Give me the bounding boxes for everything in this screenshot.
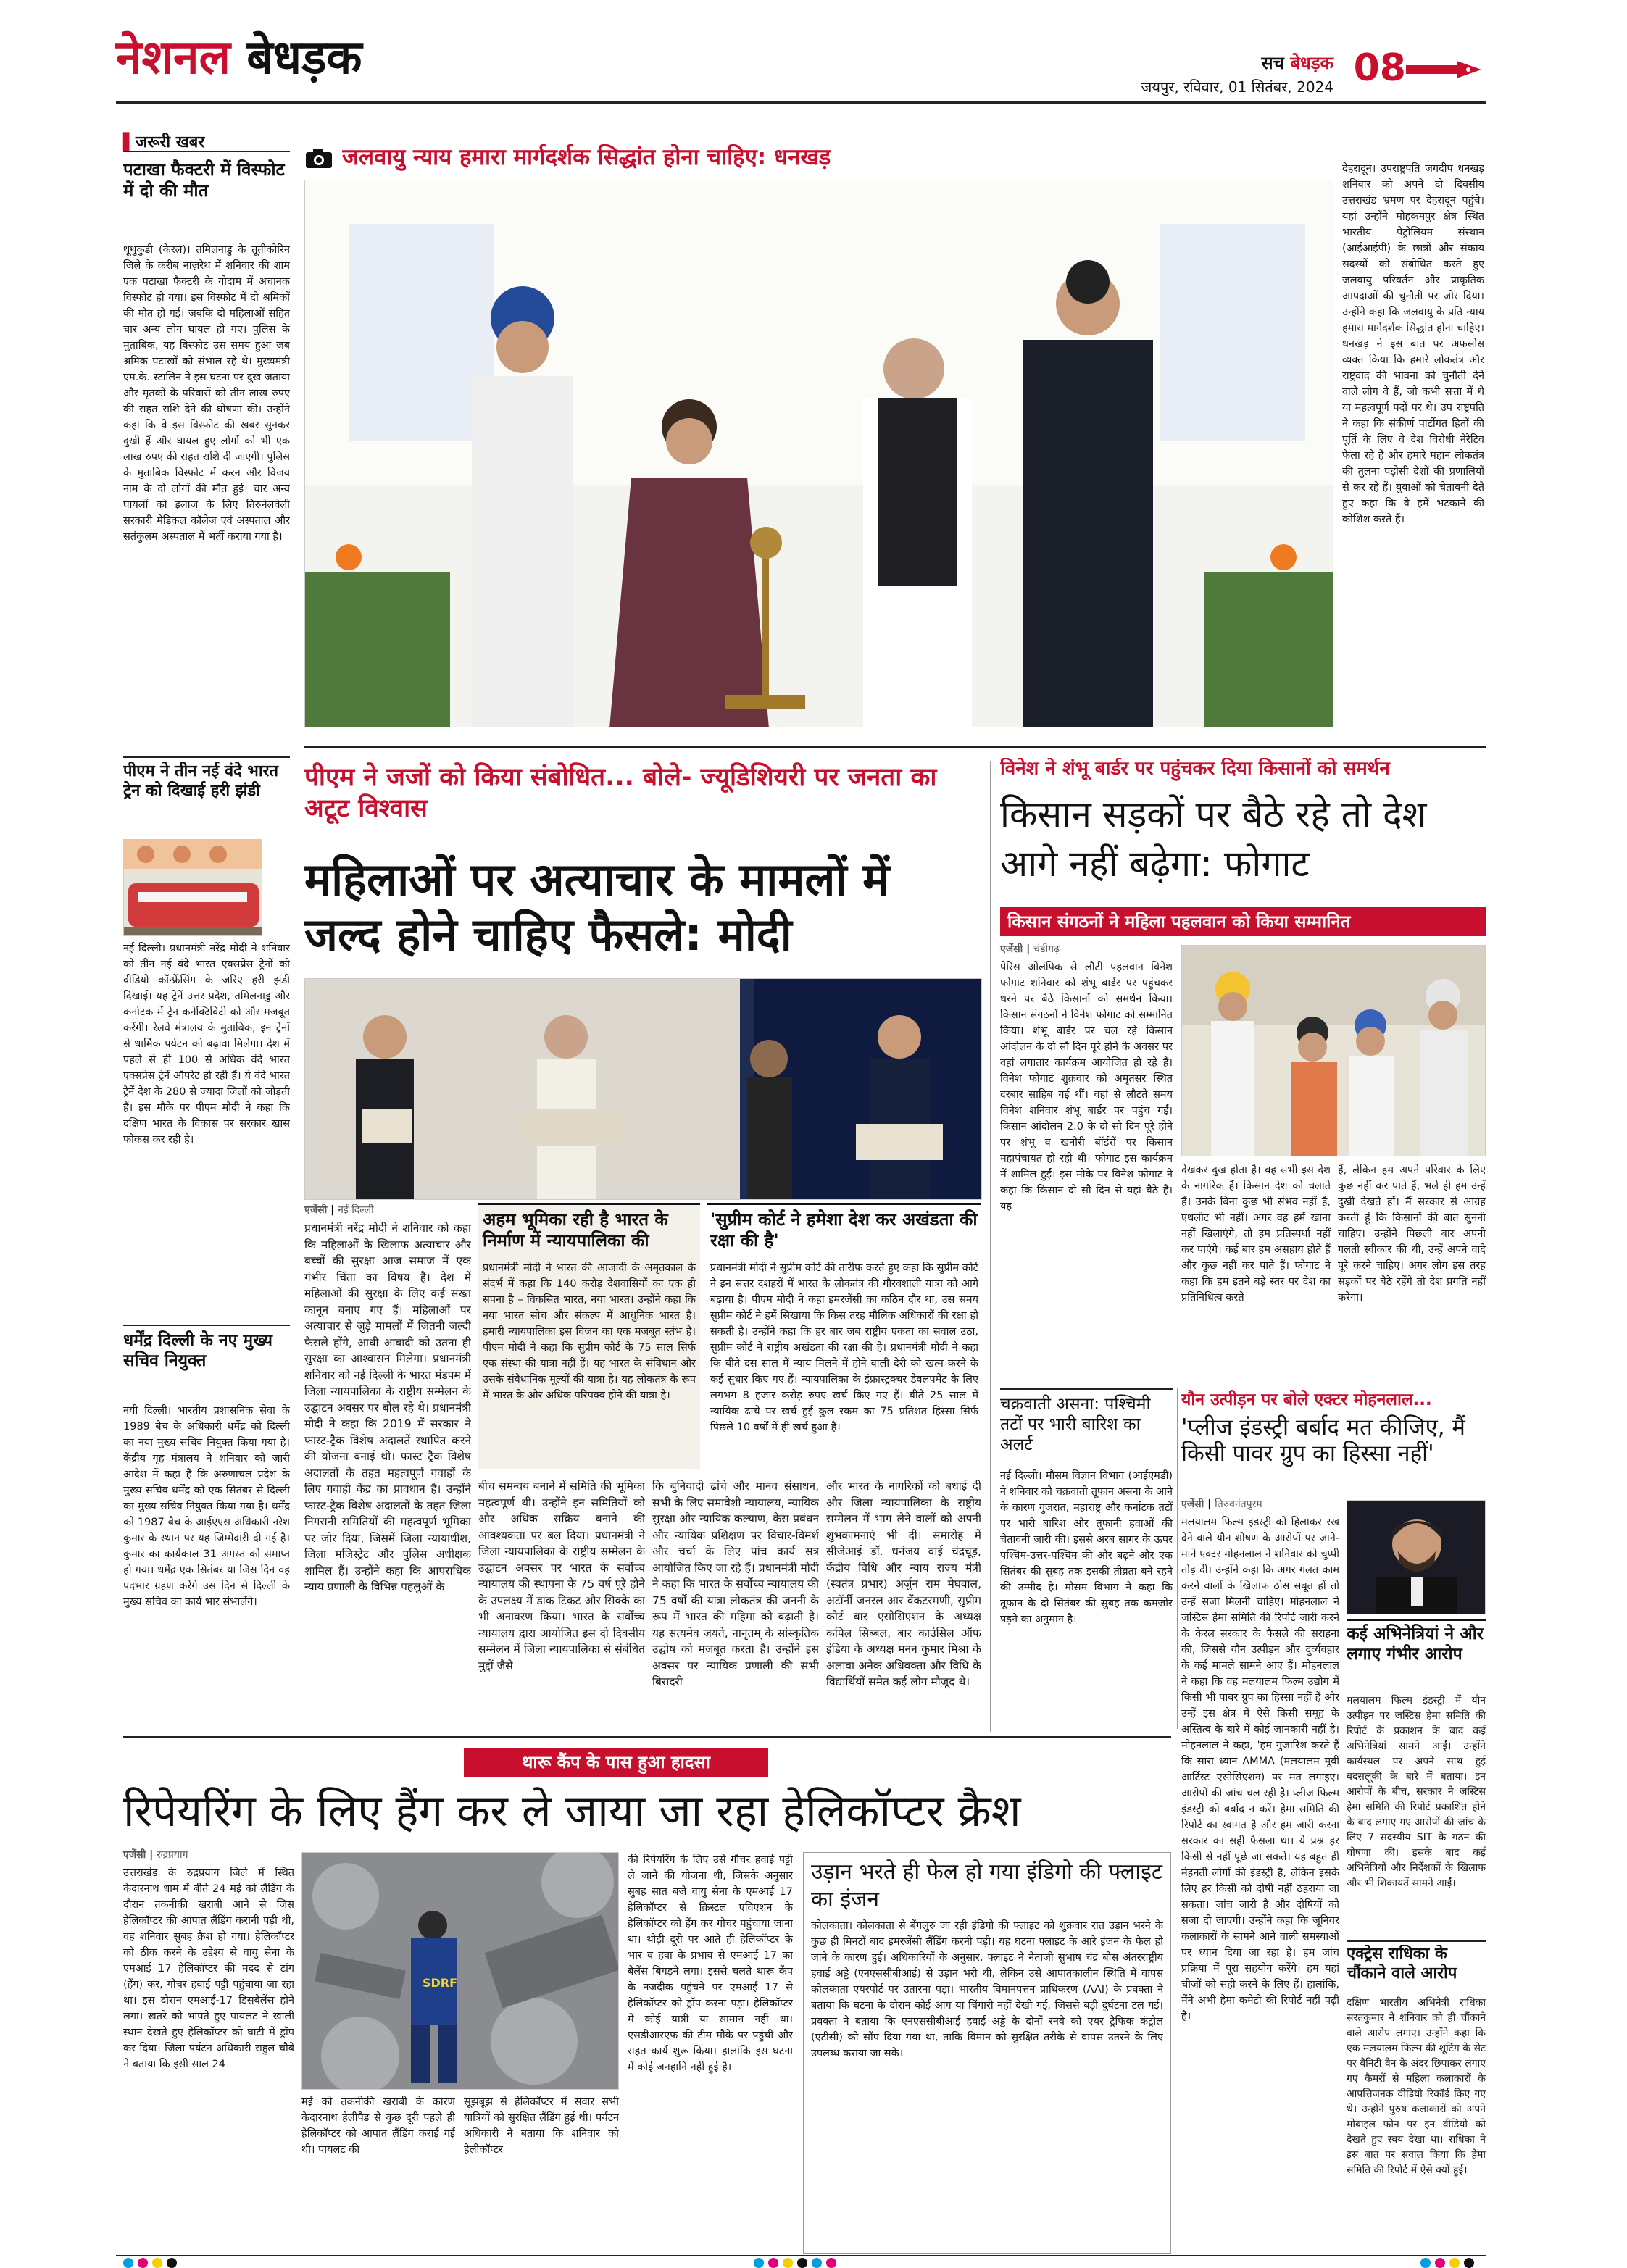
mohanlal-kicker: यौन उत्पीड़न पर बोले एक्टर मोहनलाल... xyxy=(1181,1391,1432,1409)
sidebar-2-headline: पीएम ने तीन नई वंदे भारत ट्रेन को दिखाई हरी झंडी xyxy=(123,762,279,800)
farmers-body-3: हैं, लेकिन हम अपने परिवार के लिए कुछ नहीं कर पाते हैं, भले ही हम उन्हें दुखी देखते हों। मैं सरकार से आग्रह करती हूं कि किसानों की बात सुननी चाहिए। उन्होंने पिछली बार अपनी गलती स्वीकार की थी, उन्हें अपने वादे पूरे करने चाहिए। अगर लोग इस तरह सड़कों पर बैठे रहेंगे तो देश प्रगति नहीं करेगा। xyxy=(1338,1164,1486,1304)
header-rule xyxy=(116,101,1486,104)
farmers-body-1: पेरिस ओलंपिक से लौटी पहलवान विनेश फोगाट शनिवार को शंभू बार्डर पर पहुंचकर धरने पर बैठे किसानों को समर्थन किया। किसान संगठनों ने विनेश फोगाट को सम्मानित किया। शंभू बार्डर पर चल रहे किसान आंदोलन के दो सौ दिन पूरे होने के अवसर पर वहां लगातार कार्यक्रम आयोजित हो रहे हैं। विनेश फोगाट शुक्रवार को अमृतसर स्थित दरबार साहिब गई थीं। वहां से लौटते समय विनेश शनिवार शंभू बार्डर पर पहुंच गईं। किसान आंदोलन 2.0 के दो सौ दिन पूरे होने पर शंभू व खनौरी बॉर्डरों पर किसान महापंचायत हो रही थी। फोगाट इस कार्यक्रम में शामिल हुईं। इस मौके पर विनेश फोगाट ने कहा कि किसान दो सौ दिन से यहां बैठे हैं। यह xyxy=(1000,962,1173,1212)
farmers-headline: किसान सड़कों पर बैठे रहे तो देश आगे नहीं बढ़ेगा: फोगाट xyxy=(1000,793,1427,885)
sidebar-3-headline: धर्मेंद्र दिल्ली के नए मुख्य सचिव नियुक्त xyxy=(123,1331,272,1371)
lead-photo xyxy=(304,180,1333,727)
sidebar-1-headline: पटाखा फैक्टरी में विस्फोट में दो की मौत xyxy=(123,159,285,201)
indigo-box xyxy=(803,1852,1171,2254)
heli-photo xyxy=(301,1852,619,2090)
modi-box-1-headline: अहम भूमिका रही है भारत के निर्माण में न्यायपालिका की xyxy=(483,1209,668,1251)
farmers-agency: एजेंसी | चंडीगढ़ xyxy=(1000,943,1060,955)
pen-nib-icon xyxy=(1406,55,1486,84)
modi-column-rule xyxy=(990,761,991,1732)
page-number: 08 xyxy=(1353,46,1406,90)
mohanlal-agency: एजेंसी | तिरुवनंतपुरम xyxy=(1181,1498,1262,1510)
indigo-body: कोलकाता। कोलकाता से बेंगलुरु जा रही इंडिगो की फ्लाइट को शुक्रवार रात उड़ान भरने के कुछ ही मिनटों बाद इमरजेंसी लैंडिंग करनी पड़ी। यह घटना फ्लाइट के आरे इंजन के फेल हो जाने के कारण हुई। अधिकारियों के अनुसार, फ्लाइट ने नेताजी सुभाष चंद्र बोस अंतरराष्ट्रीय हवाई अड्डे (एनएससीबीआई) से उड़ान भरी थी, लेकिन उसे आपातकालीन स्थिति में वापस कोलकाता एयरपोर्ट पर उतारना पड़ा। भारतीय विमानपत्तन प्राधिकरण (AAI) के प्रवक्ता ने बताया कि घटना के दौरान कोई आग या चिंगारी नहीं देखी गई, जिससे बड़ी दुर्घटना टल गई। प्रवक्ता ने बताया कि एनएससीबीआई हवाई अड्डे के दोनों रनवे को एयर ट्रैफिक कंट्रोल (एटीसी) को सौंप दिया गया था, ताकि विमान को सुरक्षित तरीके से वापस उतरने के लिए उपलब्ध कराया जा सके। xyxy=(811,1920,1163,2059)
registration-mark-icon-right xyxy=(1420,2258,1474,2268)
heli-agency: एजेंसी | रुद्रप्रयाग xyxy=(123,1849,188,1861)
brand-small-1: सच xyxy=(1261,53,1284,73)
modi-headline: महिलाओं पर अत्याचार के मामलों में जल्द होने चाहिए फैसले: मोदी xyxy=(304,853,890,961)
modi-kicker: पीएम ने जजों को किया संबोधित... बोले- ज्यूडिशियरी पर जनता का अटूट विश्वास xyxy=(304,763,937,823)
modi-agency: एजेंसी | नई दिल्ली xyxy=(304,1204,374,1216)
modi-body-2: बीच समन्वय बनाने में समिति की भूमिका महत्वपूर्ण थी। उन्होंने इन समितियों को और अधिक सक्रिय बनाने की आवश्यकता पर बल दिया। प्रधानमंत्री ने जिला न्यायपालिका के राष्ट्रीय सम्मेलन के उद्घाटन अवसर पर भारत के सर्वोच्च न्यायालय की स्थापना के 75 वर्ष पूरे होने के उपलक्ष्य में डाक टिकट और सिक्के का भी अनावरण किया। भारत के सर्वोच्च न्यायालय द्वारा आयोजित इस दो दिवसीय सम्मेलन में जिला न्यायपालिका से संबंधित मुद्दों जैसे xyxy=(478,1480,645,1672)
vande-bharat-photo xyxy=(123,839,262,936)
mohanlal-box-body: मलयालम फिल्म इंडस्ट्री में यौन उत्पीड़न पर जस्टिस हेमा समिति की रिपोर्ट के प्रकाशन के बाद कई अभिनेत्रियां सामने आईं। उन्होंने कार्यस्थल पर अपने साथ हुई बदसलूकी के बारे में बताया। इन आरोपों के बीच, सरकार ने जस्टिस हेमा समिति की रिपोर्ट प्रकाशित होने के बाद लगाए गए आरोपों की जांच के लिए 7 सदस्यीय SIT के गठन की घोषणा की। इसके बाद कई अभिनेत्रियों और निर्देशकों के खिलाफ और भी शिकायतें सामने आईं। xyxy=(1347,1695,1486,1889)
modi-body-3: कि बुनियादी ढांचे और मानव संसाधन, सभी के लिए समावेशी न्यायालय, न्यायिक सुरक्षा और न्यायिक कल्याण, केस प्रबंधन और न्यायिक प्रशिक्षण पर विचार-विमर्श और चर्चा के लिए पांच कार्य सत्र आयोजित किए जा रहे हैं। प्रधानमंत्री मोदी ने कहा कि भारत के सर्वोच्च न्यायालय की 75 वर्षों की यात्रा लोकतंत्र की जननी के रूप में भारत की महिमा को बढ़ाती है। यह सत्यमेव जयते, नानृतम् के सांस्कृतिक उद्घोष को मजबूत करता है। उन्होंने इस अवसर पर न्यायिक प्रणाली की सभी बिरादरी xyxy=(652,1480,819,1688)
heli-body-2: मई को तकनीकी खराबी के कारण केदारनाथ हेलीपैड से कुछ दूरी पहले ही हेलिकॉप्टर को आपात लैंडिंग कराई गई थी। पायलट की xyxy=(301,2096,455,2156)
sidebar-divider-2 xyxy=(123,1325,290,1326)
radhika-top-rule xyxy=(1347,1940,1486,1942)
modi-box-2-headline: 'सुप्रीम कोर्ट ने हमेशा देश कर अखंडता की रक्षा की है' xyxy=(710,1209,978,1251)
sidebar-3-body: नयी दिल्ली। भारतीय प्रशासनिक सेवा के 1989 बैच के अधिकारी धर्मेंद्र को दिल्ली का नया मुख्य सचिव नियुक्त किया गया है। केंद्रीय गृह मंत्रालय ने शनिवार को जारी आदेश में कहा है कि अरुणाचल प्रदेश के मुख्य सचिव धर्मेंद्र को एक सितंबर से दिल्ली का मुख्य सचिव नियुक्त किया गया है। धर्मेंद्र को 1987 बैच के आईएएस अधिकारी नरेश कुमार के स्थान पर यह जिम्मेदारी दी गई है। कुमार का कार्यकाल 31 अगस्त को समाप्त हो गया। धर्मेंद्र एक सितंबर या जिस दिन वह पदभार ग्रहण करेंगे उस दिन से दिल्ली के मुख्य सचिव का कार्य भार संभालेंगे। xyxy=(123,1405,290,1608)
mohanlal-headline: 'प्लीज इंडस्ट्री बर्बाद मत कीजिए, मैं किसी पावर ग्रुप का हिस्सा नहीं' xyxy=(1181,1414,1465,1467)
sidebar-2-body: नई दिल्ली। प्रधानमंत्री नरेंद्र मोदी ने शनिवार को तीन नई वंदे भारत एक्सप्रेस ट्रेनों को वीडियो कॉन्फ्रेंसिंग के जरिए हरी झंडी दिखाई। यह ट्रेनें उत्तर प्रदेश, तमिलनाडु और कर्नाटक में ट्रेन कनेक्टिविटी को और मजबूत करेंगी। रेलवे मंत्रालय के मुताबिक, इन ट्रेनों से धार्मिक पर्यटन को बढ़ावा मिलेगा। देश में पहले से ही 100 से अधिक वंदे भारत एक्सप्रेस ट्रेनें ऑपरेट हो रही हैं। ये वंदे भारत ट्रेनें देश के 280 से ज्यादा जिलों को जोड़ती हैं। इस मौके पर पीएम मोदी ने कहा कि दक्षिण भारत के विकास पर सरकार खास फोकस कर रही है। xyxy=(123,943,290,1146)
weather-column-rule xyxy=(1177,1388,1178,1729)
mohanlal-body: मलयालम फिल्म इंडस्ट्री को हिलाकर रख देने वाले यौन शोषण के आरोपों पर जाने-माने एक्टर मोहनलाल ने शनिवार को चुप्पी तोड़ दी। उन्होंने कहा कि अगर गलत काम करने वालों के खिलाफ ठोस सबूत हों तो उन्हें सजा मिलनी चाहिए। मोहनलाल ने जस्टिस हेमा समिति की रिपोर्ट जारी करने के केरल सरकार के फैसले की सराहना की, जिससे यौन उत्पीड़न और दुर्व्यवहार के कई मामले सामने आए हैं। मोहनलाल ने कहा कि वह मलयालम फिल्म उद्योग में किसी भी पावर ग्रुप का हिस्सा नहीं हैं और उन्हें इस क्षेत्र में ऐसे किसी समूह के अस्तित्व के बारे में कोई जानकारी नहीं है। मोहनलाल ने कहा, 'हम गुजारिश करते हैं कि सारा ध्यान AMMA (मलयालम मूवी आर्टिस्ट एसोसिएशन) पर मत लगाइए। आरोपों की जांच चल रही है। प्लीज फिल्म इंडस्ट्री को बर्बाद न करें। हेमा समिति की रिपोर्ट का स्वागत है और हम जारी करना सरकार का सही फैसला था। ये प्रश्न हर किसी से नहीं पूछे जा सकते। यह बहुत ही मेहनती लोगों की इंडस्ट्री है, लेकिन इसके लिए हर किसी को दोषी नहीं ठहराया जा सकता। जांच जारी है और दोषियों को सजा दी जाएगी। उन्होंने कहा कि जूनियर कलाकारों के सामने आने वाली समस्याओं पर ध्यान दिया जा रहा है। हम जांच प्रक्रिया में पूरा सहयोग करेंगे। हम यहां चीजों को सही करने के लिए हैं। हालांकि, मैंने अभी हेमा कमेटी की रिपोर्ट नहीं पढ़ी है। xyxy=(1181,1517,1339,2022)
dateline: जयपुर, रविवार, 01 सितंबर, 2024 xyxy=(1141,78,1333,96)
heli-top-rule xyxy=(123,1736,1171,1738)
weather-top-rule xyxy=(1000,1388,1173,1390)
farmers-photo xyxy=(1181,945,1486,1156)
sidebar-divider-1 xyxy=(123,756,290,758)
footer-rule xyxy=(116,2255,1486,2256)
weather-body: नई दिल्ली। मौसम विज्ञान विभाग (आईएमडी) ने शनिवार को चक्रवाती तूफान असना के आने के कारण गुजरात, महाराष्ट्र और कर्नाटक तटों पर भारी बारिश और तूफानी हवाओं की चेतावनी जारी की। इससे अरब सागर के ऊपर पश्चिम-उत्तर-पश्चिम की ओर बढ़ने और एक सितंबर की सुबह तक इसकी तीव्रता बने रहने की उम्मीद है। मौसम विभाग ने कहा कि तूफान के दो सितंबर की सुबह तक कमजोर पड़ने का अनुमान है। xyxy=(1000,1470,1173,1625)
modi-photo xyxy=(304,978,982,1200)
farmers-body-2: देखकर दुख होता है। वह सभी इस देश के नागरिक हैं। किसान देश को चलाते हैं। उनके बिना कुछ भी संभव नहीं है, एथलीट भी नहीं। अगर वह हमें खाना नहीं खिलाएंगे, तो हम प्रतिस्पर्धा नहीं कर पाएंगे। कई बार हम असहाय होते हैं और कुछ नहीं कर पाते हैं। फोगाट ने कहा कि हम इतने बड़े स्तर पर देश का प्रतिनिधित्व करते xyxy=(1181,1164,1331,1304)
mohanlal-photo xyxy=(1347,1500,1486,1614)
sidebar-1-body: थूथुकुडी (केरल)। तमिलनाडु के तूतीकोरिन जिले के करीब नाज़रेथ में शनिवार की शाम एक पटाखा फैक्टरी के गोदाम में अचानक विस्फोट हो गया। इस विस्फोट में दो श्रमिकों की मौत हो गई। जबकि दो महिलाओं सहित चार अन्य लोग घायल हो गए। पुलिस के मुताबिक, यह विस्फोट उस समय हुआ जब श्रमिक पटाखों को संभाल रहे थे। मुख्यमंत्री एम.के. स्टालिन ने इस घटना पर दुख जताया और मृतकों के परिवारों को तीन लाख रुपए की राहत राशि देने की घोषणा की। उन्होंने कहा कि वे इस विस्फोट की खबर सुनकर दुखी हैं और घायल हुए लोगों को भी एक लाख रुपए की राहत राशि दी जाएगी। पुलिस के मुताबिक विस्फोट में करन और विजय नाम के दो लोगों की मौत हुई। चार अन्य घायलों को इलाज के लिए तिरुनेलवेली सरकारी मेडिकल कॉलेज एवं अस्पताल और सतंकुलम अस्पताल में भर्ती कराया गया है। xyxy=(123,244,290,543)
registration-mark-icon xyxy=(123,2258,177,2268)
heli-kicker: थारू कैंप के पास हुआ हादसा xyxy=(464,1748,768,1777)
indigo-headline: उड़ान भरते ही फेल हो गया इंडिगो की फ्लाइट का इंजन xyxy=(811,1859,1163,1912)
modi-box-1 xyxy=(478,1203,700,1469)
modi-box-2-body: प्रधानमंत्री मोदी ने सुप्रीम कोर्ट की तारीफ करते हुए कहा कि सुप्रीम कोर्ट ने इन सत्तर दशहरों में भारत के लोकतंत्र की गौरवशाली यात्रा को आगे बढ़ाया है। पीएम मोदी ने कहा इमरजेंसी का कठिन दौर था, उस समय सुप्रीम कोर्ट ने हमें सिखाया कि किस तरह मौलिक अधिकारों की रक्षा हो सकती है। उन्होंने कहा कि हर बार जब राष्ट्रीय एकता का सवाल उठा, सुप्रीम कोर्ट ने राष्ट्रीय अखंडता की रक्षा की है। प्रधानमंत्री मोदी ने कहा कि बीते दस साल में न्याय मिलने में होने वाली देरी को खत्म करने के कई सुधार किए गए हैं। न्यायपालिका के इंफ्रास्ट्रक्चर डेवलपमेंट के लिए लगभग 8 हजार करोड़ रुपए खर्च किए गए हैं। बीते 25 साल में न्यायिक ढांचे पर खर्च हुई कुल रकम का 75 प्रतिशत हिस्सा सिर्फ पिछले 10 वर्षों में ही खर्च हुआ है। xyxy=(710,1262,978,1433)
modi-body-4: और भारत के नागरिकों को बधाई दी और जिला न्यायपालिका के राष्ट्रीय सम्मेलन में भाग लेने वालों को अपनी शुभकामनाएं भी दीं। समारोह में सीजेआई डॉ. धनंजय वाई चंद्रचूड़, केंद्रीय विधि और न्याय राज्य मंत्री (स्वतंत्र प्रभार) अर्जुन राम मेघवाल, अटॉर्नी जनरल आर वेंकटरमणी, सुप्रीम कोर्ट बार एसोसिएशन के अध्यक्ष कपिल सिब्बल, बार काउंसिल ऑफ इंडिया के अध्यक्ष मनन कुमार मिश्रा के अलावा अनेक अधिवक्ता और विधि के विद्यार्थियों समेत कई लोग मौजूद थे। xyxy=(826,1480,981,1688)
masthead-logo xyxy=(116,29,362,87)
lead-headline-box xyxy=(304,138,1333,178)
heli-headline: रिपेयरिंग के लिए हैंग कर ले जाया जा रहा हेलिकॉप्टर क्रैश xyxy=(123,1786,1021,1837)
heli-photo-label: SDRF xyxy=(423,1976,458,1990)
sidebar-label: ▌जरूरी खबर xyxy=(123,130,290,152)
heli-body-3: सूझबूझ से हेलिकॉप्टर में सवार सभी यात्रियों को सुरक्षित लैंडिंग हुई थी। पर्यटन अधिकारी ने बताया कि शनिवार को हेलीकॉप्टर xyxy=(464,2096,619,2156)
mohanlal-box-headline: कई अभिनेत्रियां ने और लगाए गंभीर आरोप xyxy=(1347,1625,1484,1664)
modi-body-1: प्रधानमंत्री नरेंद्र मोदी ने शनिवार को कहा कि महिलाओं के खिलाफ अत्याचार और बच्चों की सुरक्षा आज समाज में एक गंभीर चिंता का विषय है। देश में महिलाओं की सुरक्षा के लिए कई सख्त कानून बनाए गए हैं। महिलाओं पर अत्याचार से जुड़े मामलों में जितनी जल्दी फैसले होंगे, आधी आबादी को उतना ही सुरक्षा का आश्वासन मिलेगा। प्रधानमंत्री शनिवार को नई दिल्ली के भारत मंडपम में जिला न्यायपालिका के राष्ट्रीय सम्मेलन के उद्घाटन अवसर पर बोल रहे थे। प्रधानमंत्री मोदी ने कहा कि 2019 में सरकार ने फास्ट-ट्रैक विशेष अदालतें स्थापित करने की योजना बनाई थी। फास्ट ट्रैक विशेष अदालतों के तहत महत्वपूर्ण गवाहों के लिए गवाही केंद्र का प्रावधान है। उन्होंने फास्ट-ट्रैक विशेष अदालतों के तहत जिला निगरानी समितियों की महत्वपूर्ण भूमिका पर जोर दिया, जिसमें जिला न्यायाधीश, जिला मजिस्ट्रेट और पुलिस अधीक्षक शामिल हैं। उन्होंने कहा कि आपराधिक न्याय प्रणाली के विभिन्न पहलुओं के xyxy=(304,1222,471,1593)
mohanlal-box xyxy=(1347,1619,1486,1938)
farmers-kicker: विनेश ने शंभू बार्डर पर पहुंचकर दिया किसानों को समर्थन xyxy=(1000,758,1390,780)
brand-small-2: बेधड़क xyxy=(1290,53,1333,73)
logo-part-1: नेशनल xyxy=(116,31,230,85)
modi-box-2 xyxy=(707,1203,981,1469)
lead-bottom-rule xyxy=(304,746,1486,748)
radhika-headline: एक्ट्रेस राधिका के चौंकाने वाले आरोप xyxy=(1347,1945,1457,1983)
heli-body-1: उत्तराखंड के रुद्रप्रयाग जिले में स्थित केदारनाथ धाम में बीते 24 मई को लैंडिंग के दौरान तकनीकी खराबी आने से जिस हेलिकॉप्टर की आपात लैंडिंग करानी पड़ी थी, वह शनिवार सुबह क्रैश हो गया। हेलिकॉप्टर को ठीक करने के उद्देश्य से वायु सेना के एमआई 17 हेलिकॉप्टर की मदद से टांग (हैंग) कर, गौचर हवाई पट्टी पहुंचाया जा रहा था। इस दौरान एमआई-17 डिसबैलेंस होने लगा। खतरे को भांपते हुए पायलट ने खाली स्थान देखते हुए हेलिकॉप्टर को घाटी में ड्रॉप कर दिया। जिला पर्यटन अधिकारी राहुल चौबे ने बताया कि इसी साल 24 xyxy=(123,1867,294,2070)
modi-box-1-body: प्रधानमंत्री मोदी ने भारत की आजादी के अमृतकाल के संदर्भ में कहा कि 140 करोड़ देशवासियों का एक ही सपना है – विकसित भारत, नया भारत। उन्होंने कहा कि नया भारत सोच और संकल्प में आधुनिक भारत है। हमारी न्यायपालिका इस विजन का एक मजबूत स्तंभ है। पीएम मोदी ने कहा कि सुप्रीम कोर्ट के 75 साल सिर्फ एक संस्था की यात्रा नहीं हैं। यह भारत के संविधान और उसके संवैधानिक मूल्यों की यात्रा है। यह लोकतंत्र के रूप में भारत के और अधिक परिपक्व होने की यात्रा है। xyxy=(483,1262,696,1401)
registration-mark-icon-center xyxy=(754,2258,836,2268)
header-brand xyxy=(1261,51,1333,75)
weather-headline: चक्रवाती असना: पश्चिमी तटों पर भारी बारिश का अलर्ट xyxy=(1000,1395,1151,1455)
lead-headline: जलवायु न्याय हमारा मार्गदर्शक सिद्धांत होना चाहिए: धनखड़ xyxy=(342,144,831,171)
masthead xyxy=(116,29,1486,98)
farmers-subhead: किसान संगठनों ने महिला पहलवान को किया सम्मानित xyxy=(1000,907,1486,936)
radhika-body: दक्षिण भारतीय अभिनेत्री राधिका सरतकुमार ने शनिवार को ही चौंकाने वाले आरोप लगाए। उन्होंने कहा कि एक मलयालम फिल्म की शूटिंग के सेट पर वैनिटी वैन के अंदर छिपाकर लगाए गए कैमरों से महिला कलाकारों के आपत्तिजनक वीडियो रिकॉर्ड किए गए थे। उन्होंने पुरुष कलाकारों को अपने मोबाइल फोन पर इन वीडियो को देखते हुए स्वयं देखा था। राधिका ने इस बात पर सवाल किया कि हेमा समिति की रिपोर्ट में ऐसे क्यों हुई। xyxy=(1347,1997,1486,2176)
camera-icon xyxy=(304,146,333,170)
lead-body: देहरादून। उपराष्ट्रपति जगदीप धनखड़ शनिवार को अपने दो दिवसीय उत्तराखंड भ्रमण पर देहरादून पहुंचे। यहां उन्होंने मोहकमपुर क्षेत्र स्थित भारतीय पेट्रोलियम संस्थान (आईआईपी) के छात्रों और संकाय सदस्यों को संबोधित करते हुए जलवायु परिवर्तन और प्राकृतिक आपदाओं की चुनौती पर जोर दिया। उन्होंने कहा कि जलवायु के प्रति न्याय हमारा मार्गदर्शक सिद्धांत होना चाहिए। धनखड़ ने इस बात पर अफसोस व्यक्त किया कि हमारे लोकतंत्र और राष्ट्रवाद की भावना को चुनौती देने वाले लोग वे हैं, जो कभी सत्ता में थे या महत्वपूर्ण पदों पर थे। उप राष्ट्रपति ने कहा कि संकीर्ण पार्टीगत हितों की पूर्ति के लिए वे देश विरोधी नेरेटिव फैला रहे हैं और हमारे महान लोकतंत्र की तुलना पड़ोसी देशों की प्रणालियों से कर रहे हैं। युवाओं को चेतावनी देते हुए कहा कि वे हमें भटकाने की कोशिश करते हैं। xyxy=(1342,163,1484,525)
heli-body-4: की रिपेयरिंग के लिए उसे गौचर हवाई पट्टी ले जाने की योजना थी, जिसके अनुसार सुबह सात बजे वायु सेना के एमआई 17 हेलिकॉप्टर से क्रिस्टल एविएशन के हेलिकॉप्टर को हैंग कर गौचर पहुंचाया जाना था। थोड़ी दूरी पर आते ही हेलिकॉप्टर के भार व हवा के प्रभाव से एमआई 17 का बैलेंस बिगड़ने लगा। इससे चलते थारू कैंप के नजदीक पहुंचने पर एमआई 17 से हेलिकॉप्टर को ड्रॉप करना पड़ा। हेलिकॉप्टर में कोई यात्री या सामान नहीं था। एसडीआरएफ की टीम मौके पर पहुंची और राहत कार्य शुरू किया। हालांकि इस घटना में कोई जनहानि नहीं हुई है। xyxy=(628,1854,793,2073)
logo-part-2: बेधड़क xyxy=(246,31,362,85)
